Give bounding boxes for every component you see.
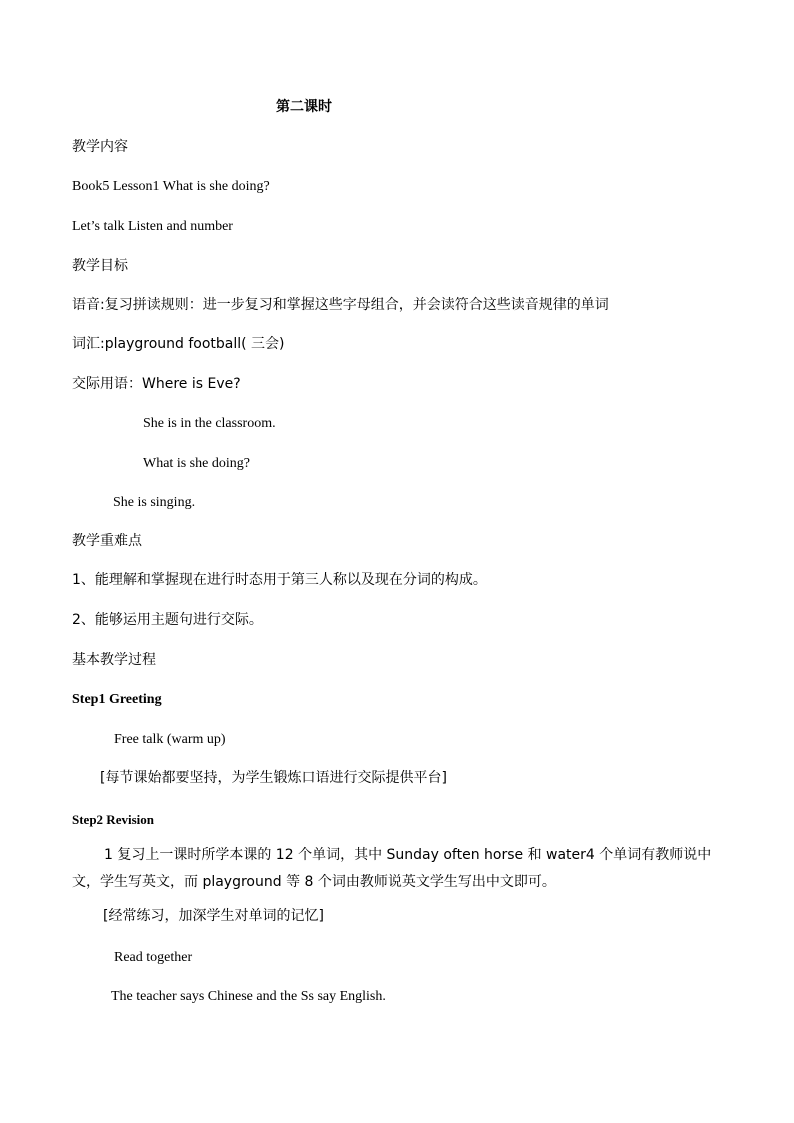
note-1: [每节课始都要坚持，为学生锻炼口语进行交际提供平台]	[100, 770, 447, 786]
heading-process: 基本教学过程	[72, 652, 156, 668]
heading-content: 教学内容	[72, 139, 128, 155]
difficulty-2: 2、能够运用主题句进行交际。	[72, 612, 263, 628]
phrase-1: She is in the classroom.	[143, 416, 276, 431]
vocab-goal: 词汇:playground football( 三会)	[72, 336, 285, 352]
lesson-title: 第二课时	[276, 99, 332, 115]
read-together: Read together	[114, 950, 193, 965]
phrases-goal: 交际用语：Where is Eve?	[72, 376, 241, 392]
step1-heading: Step1 Greeting	[72, 692, 162, 707]
lets-talk: Let’s talk Listen and number	[72, 219, 233, 234]
phrase-2: What is she doing?	[143, 456, 250, 471]
phrase-3: She is singing.	[113, 495, 196, 510]
heading-difficulty: 教学重难点	[72, 533, 142, 549]
free-talk: Free talk (warm up)	[114, 732, 226, 747]
book-lesson: Book5 Lesson1 What is she doing?	[72, 179, 270, 194]
note-2: [经常练习，加深学生对单词的记忆]	[103, 908, 324, 924]
heading-goals: 教学目标	[72, 258, 128, 274]
step2-heading: Step2 Revision	[72, 812, 154, 827]
difficulty-1: 1、能理解和掌握现在进行时态用于第三人称以及现在分词的构成。	[72, 572, 487, 588]
teacher-says: The teacher says Chinese and the Ss say English.	[111, 989, 386, 1004]
phonics-goal: 语音:复习拼读规则：进一步复习和掌握这些字母组合，并会读符合这些读音规律的单词	[72, 297, 609, 313]
revision-paragraph: 1 复习上一课时所学本课的 12 个单词，其中 Sunday often horse 和 water4 个单词有教师说中文，学生写英文，而 playground 等 8 个词由教师说英文学生写出中文即可。	[72, 847, 712, 890]
